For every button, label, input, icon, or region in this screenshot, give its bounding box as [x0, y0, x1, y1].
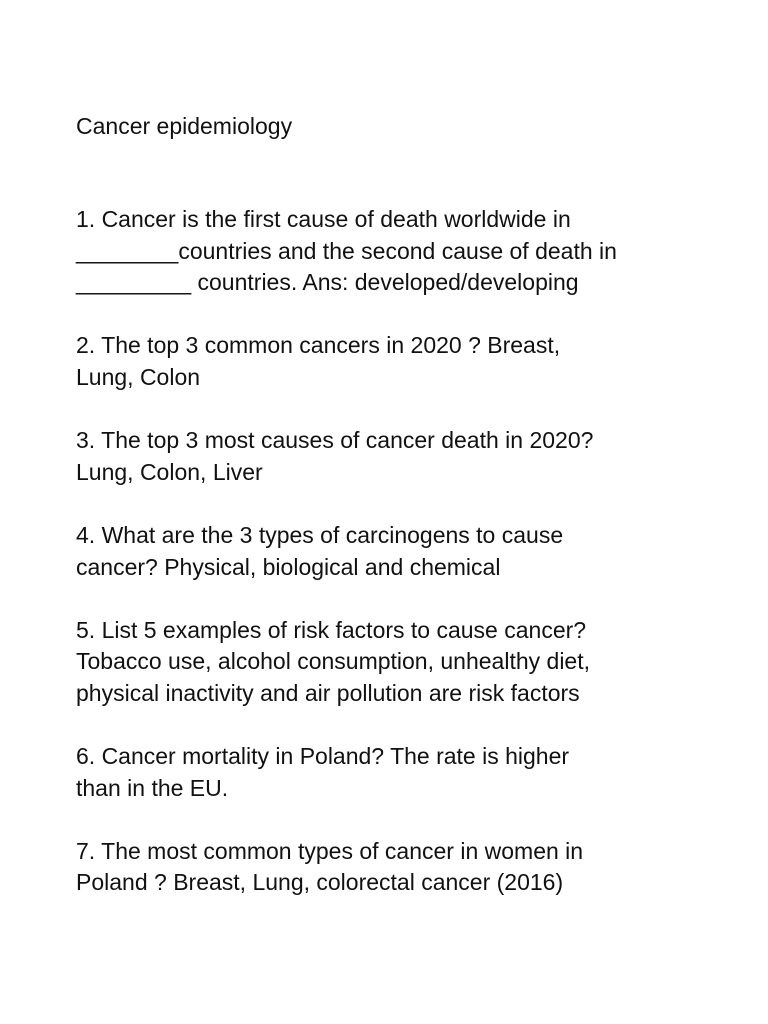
question-line: 7. The most common types of cancer in women in — [76, 837, 584, 864]
question-line: _________ countries. Ans: developed/developing — [76, 269, 579, 296]
question-line: 6. Cancer mortality in Poland? The rate is higher — [76, 743, 570, 770]
question-item-4 — [76, 520, 716, 583]
question-line: Tobacco use, alcohol consumption, unhealthy diet, — [76, 648, 590, 675]
question-item-2 — [76, 330, 716, 393]
question-line: than in the EU. — [76, 774, 229, 801]
question-line: Lung, Colon — [76, 363, 201, 390]
document-title: Cancer epidemiology — [76, 113, 293, 139]
question-line: 4. What are the 3 types of carcinogens to cause — [76, 521, 564, 548]
question-list — [76, 204, 716, 931]
question-line: physical inactivity and air pollution are risk factors — [76, 679, 580, 706]
question-item-3 — [76, 425, 716, 488]
question-line: 3. The top 3 most causes of cancer death in 2020? — [76, 427, 594, 454]
question-line: 1. Cancer is the first cause of death worldwide in — [76, 206, 571, 232]
question-line: ________countries and the second cause of death in — [76, 237, 617, 264]
question-line: Lung, Colon, Liver — [76, 458, 263, 485]
question-line: cancer? Physical, biological and chemical — [76, 553, 501, 580]
question-item-6 — [76, 741, 716, 804]
question-item-1 — [76, 204, 716, 299]
question-item-5 — [76, 615, 716, 710]
question-item-7 — [76, 836, 716, 899]
question-line: Poland ? Breast, Lung, colorectal cancer (2016) — [76, 869, 564, 896]
question-line: 2. The top 3 common cancers in 2020 ? Breast, — [76, 332, 561, 359]
question-line: 5. List 5 examples of risk factors to cause cancer? — [76, 616, 587, 643]
